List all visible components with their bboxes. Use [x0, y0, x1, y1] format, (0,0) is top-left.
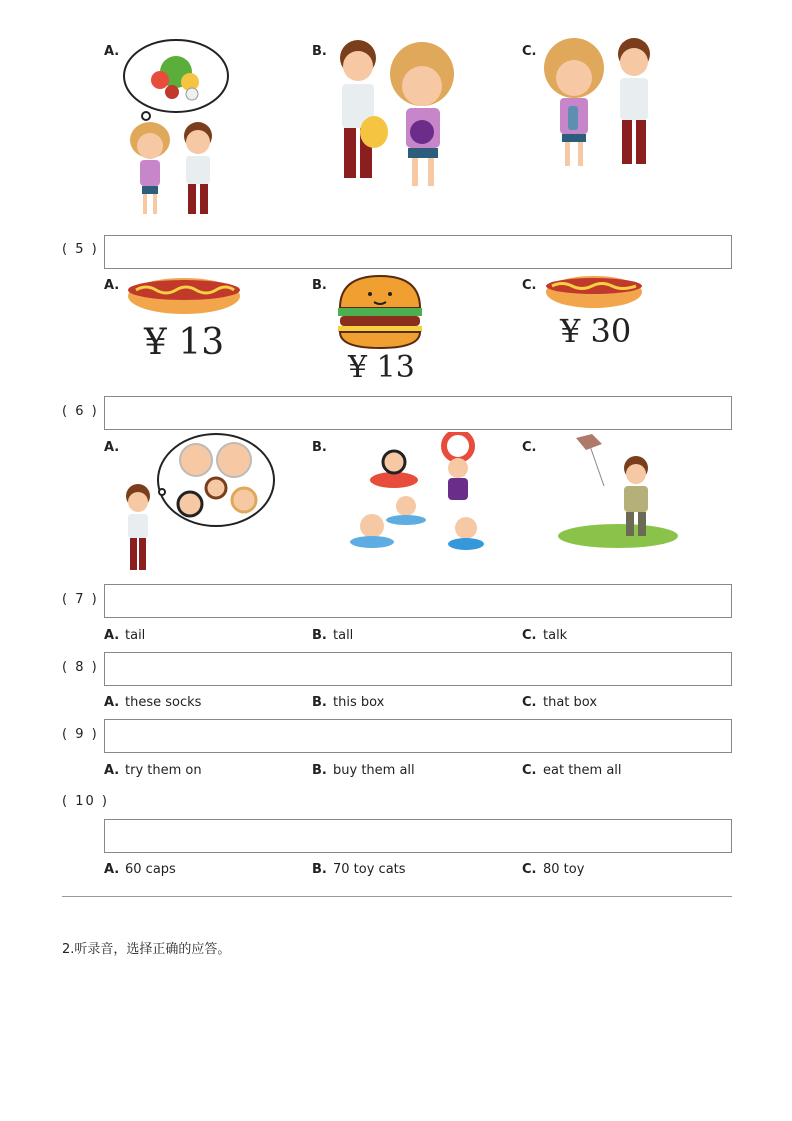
- option-b-label: B.: [312, 862, 327, 877]
- option-c-text: eat them all: [543, 763, 622, 778]
- question-number: ( 8 ): [62, 660, 99, 675]
- question-number: ( 7 ): [62, 592, 99, 607]
- option-c-text: that box: [543, 695, 598, 710]
- boy-thinking-family-icon: [120, 430, 280, 574]
- answer-box-6[interactable]: [104, 396, 732, 430]
- option-a-label: A.: [104, 763, 120, 778]
- answer-box-8[interactable]: [104, 652, 732, 686]
- option-b-label: B.: [312, 628, 327, 643]
- option-a-label: A.: [104, 44, 120, 59]
- children-swimming-icon: [350, 432, 490, 556]
- option-a-text: tail: [125, 628, 146, 643]
- answer-box-10[interactable]: [104, 819, 732, 853]
- option-c-label: C.: [522, 695, 537, 710]
- answer-box-9[interactable]: [104, 719, 732, 753]
- hotdog-icon: [126, 272, 246, 322]
- price-label: ¥ 13: [144, 322, 225, 363]
- hotdog-icon: [544, 272, 648, 312]
- answer-box-7[interactable]: [104, 584, 732, 618]
- question-number: ( 5 ): [62, 242, 99, 257]
- option-b-text: this box: [333, 695, 385, 710]
- question-number: ( 6 ): [62, 404, 99, 419]
- option-a-label: A.: [104, 695, 120, 710]
- hamburger-icon: [336, 272, 426, 352]
- option-a-label: A.: [104, 440, 120, 455]
- girl-bottle-boy-icon: [540, 36, 660, 172]
- option-b-label: B.: [312, 44, 327, 59]
- option-a-label: A.: [104, 862, 120, 877]
- question-number: ( 10 ): [62, 794, 109, 809]
- option-c-label: C.: [522, 278, 537, 293]
- option-c-label: C.: [522, 763, 537, 778]
- kids-thinking-vegetables-icon: [120, 36, 240, 224]
- option-b-text: tall: [333, 628, 354, 643]
- option-a-text: these socks: [125, 695, 202, 710]
- section-divider: [62, 896, 732, 897]
- option-c-text: talk: [543, 628, 568, 643]
- option-c-text: 80 toy: [543, 862, 585, 877]
- price-label: ¥ 13: [348, 350, 415, 385]
- option-b-label: B.: [312, 440, 327, 455]
- option-b-text: buy them all: [333, 763, 415, 778]
- question-number: ( 9 ): [62, 727, 99, 742]
- section-title: 2.听录音，选择正确的应答。: [62, 942, 231, 957]
- option-c-label: C.: [522, 440, 537, 455]
- option-a-label: A.: [104, 278, 120, 293]
- option-b-label: B.: [312, 278, 327, 293]
- option-b-text: 70 toy cats: [333, 862, 406, 877]
- option-a-text: try them on: [125, 763, 202, 778]
- boy-mango-girl-grapes-icon: [330, 36, 465, 191]
- option-c-label: C.: [522, 628, 537, 643]
- option-b-label: B.: [312, 763, 327, 778]
- boy-flying-kite-icon: [556, 432, 680, 552]
- option-c-label: C.: [522, 862, 537, 877]
- option-a-label: A.: [104, 628, 120, 643]
- option-b-label: B.: [312, 695, 327, 710]
- option-c-label: C.: [522, 44, 537, 59]
- price-label: ¥ 30: [560, 312, 632, 350]
- option-a-text: 60 caps: [125, 862, 176, 877]
- answer-box-5[interactable]: [104, 235, 732, 269]
